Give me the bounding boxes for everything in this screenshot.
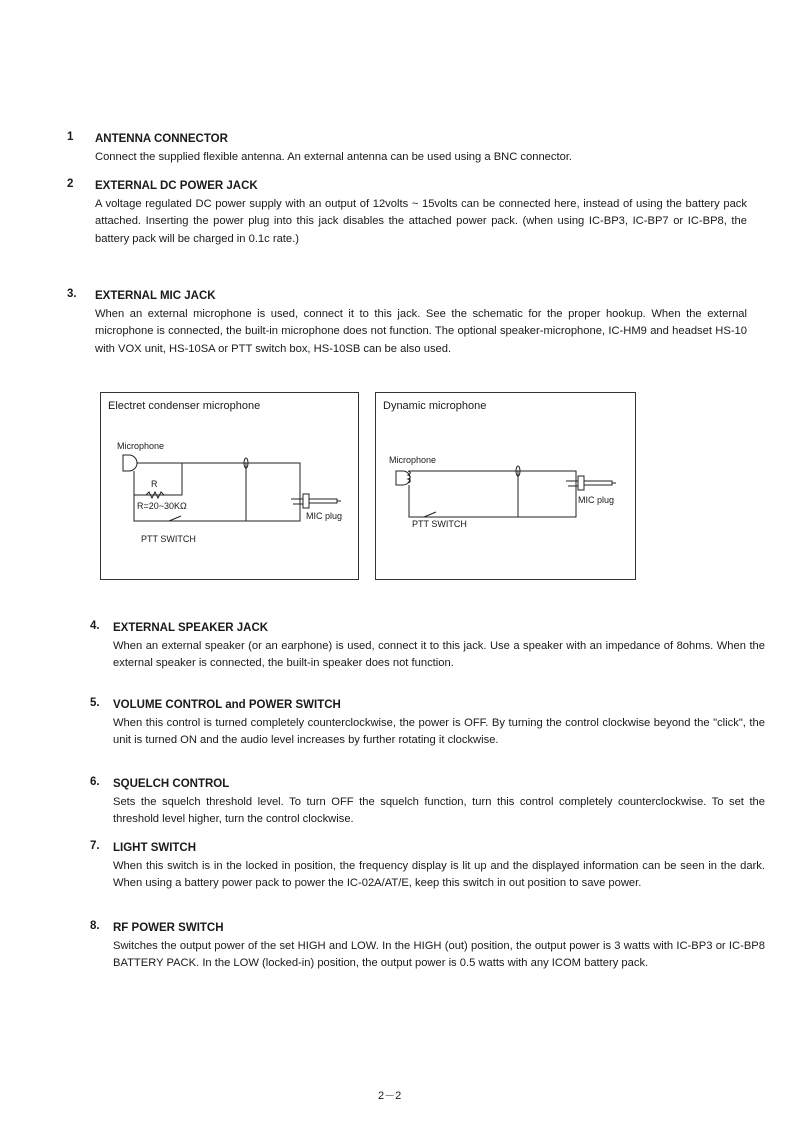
section-number: 5.	[90, 697, 100, 709]
section-number: 1	[67, 131, 74, 143]
section-number: 3.	[67, 288, 77, 300]
section-title: SQUELCH CONTROL	[113, 778, 230, 790]
microphone-label: Microphone	[389, 455, 437, 465]
switch-icon	[169, 516, 181, 521]
mic-plug-icon	[291, 494, 341, 508]
section-number: 6.	[90, 776, 100, 788]
diagram-title: Dynamic microphone	[383, 400, 487, 412]
section-body: When an external microphone is used, connect it to this jack. See the schematic for the proper hookup. When the external microphone is connected, the built-in microphone does not function. The optional speaker-microphone, IC-HM9 and headset HS-10 with VOX unit, HS-10SA or PTT switch box, HS-10SB can be also used.	[95, 308, 747, 355]
section-volume-control	[90, 697, 765, 750]
section-rf-power-switch	[90, 920, 765, 973]
section-title: EXTERNAL MIC JACK	[95, 290, 216, 302]
page-number: 2－2	[378, 1090, 402, 1102]
section-antenna-connector	[67, 131, 747, 166]
section-number: 8.	[90, 920, 100, 932]
microphone-icon	[123, 455, 137, 471]
section-squelch-control	[90, 776, 765, 829]
section-speaker-jack	[90, 620, 765, 673]
switch-icon	[424, 512, 436, 517]
section-title: EXTERNAL DC POWER JACK	[95, 180, 258, 192]
mic-plug-icon	[566, 476, 616, 490]
section-body: Sets the squelch threshold level. To turn OFF the squelch function, turn this control completely counterclockwise. To set the threshold level higher, turn the control clockwise.	[113, 796, 765, 826]
dynamic-mic-diagram	[375, 392, 636, 580]
section-number: 4.	[90, 620, 100, 632]
resistor-value-label: R=20~30KΩ	[137, 501, 187, 511]
diagram-title: Electret condenser microphone	[108, 400, 261, 412]
section-body: When this switch is in the locked in position, the frequency display is lit up and the displayed information can be seen in the dark. When using a battery power pack to power the IC-02A/AT/E, keep this switch in out position to save power.	[113, 860, 765, 890]
section-title: ANTENNA CONNECTOR	[95, 133, 228, 145]
ptt-switch-label: PTT SWITCH	[412, 519, 467, 529]
microphone-label: Microphone	[117, 441, 165, 451]
section-body: A voltage regulated DC power supply with an output of 12volts ~ 15volts can be connected here, instead of using the battery pack attached. Inserting the power plug into this jack disables the attached power pack. (when using IC-BP3, IC-BP7 or IC-BP8, the battery pack will be charged in 0.1c rate.)	[95, 198, 747, 245]
dynamic-schematic	[376, 393, 635, 579]
section-title: LIGHT SWITCH	[113, 842, 197, 854]
section-number: 2	[67, 178, 74, 190]
section-body: When an external speaker (or an earphone) is used, connect it to this jack. Use a speaker with an impedance of 8ohms. When the external speaker is connected, the built-in speaker does not function.	[113, 640, 765, 670]
section-title: RF POWER SWITCH	[113, 922, 224, 934]
resistor-label: R	[151, 479, 158, 489]
electret-mic-diagram	[100, 392, 359, 580]
microphone-icon	[396, 471, 410, 485]
section-body: When this control is turned completely counterclockwise, the power is OFF. By turning the control clockwise beyond the "click", the unit is turned ON and the audio level increases by further rotating it clockwise.	[113, 717, 765, 747]
section-dc-power-jack	[67, 178, 747, 248]
wire	[134, 463, 300, 521]
section-number: 7.	[90, 840, 100, 852]
electret-schematic	[101, 393, 358, 579]
ptt-switch-label: PTT SWITCH	[141, 534, 196, 544]
section-title: EXTERNAL SPEAKER JACK	[113, 622, 269, 634]
section-title: VOLUME CONTROL and POWER SWITCH	[113, 699, 341, 711]
section-body: Connect the supplied flexible antenna. An external antenna can be used using a BNC connector.	[95, 151, 573, 163]
section-mic-jack	[67, 288, 747, 358]
mic-plug-label: MIC plug	[578, 495, 615, 505]
mic-plug-label: MIC plug	[306, 511, 343, 521]
section-body: Switches the output power of the set HIGH and LOW. In the HIGH (out) position, the output power is 3 watts with IC-BP3 or IC-BP8 BATTERY PACK. In the LOW (locked-in) position, the output power is 0.5 watts with any ICOM battery pack.	[113, 940, 765, 970]
section-light-switch	[90, 840, 765, 893]
